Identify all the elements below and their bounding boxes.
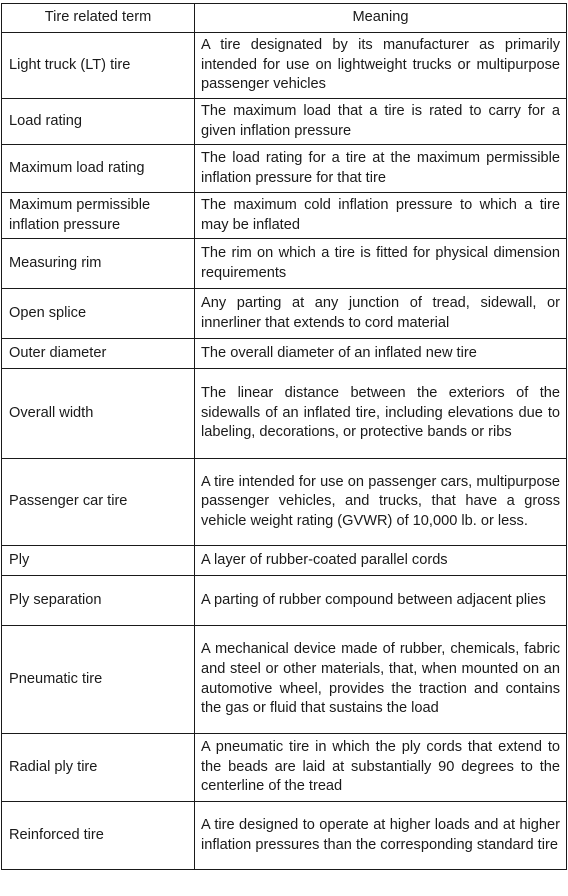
table-row xyxy=(2,339,567,369)
term-cell: Light truck (LT) tire xyxy=(2,33,195,99)
meaning-cell: The overall diameter of an inflated new tire xyxy=(195,339,567,369)
meaning-cell: The maximum load that a tire is rated to carry for a given inflation pressure xyxy=(195,99,567,145)
term-cell: Overall width xyxy=(2,369,195,459)
table-row xyxy=(2,734,567,802)
term-cell: Measuring rim xyxy=(2,239,195,289)
meaning-cell: A pneumatic tire in which the ply cords that extend to the beads are laid at substantially 90 degrees to the centerline of the tread xyxy=(195,734,567,802)
meaning-cell: The maximum cold inflation pressure to which a tire may be inflated xyxy=(195,193,567,239)
table-row xyxy=(2,33,567,99)
table-row xyxy=(2,239,567,289)
meaning-cell: A parting of rubber compound between adjacent plies xyxy=(195,576,567,626)
meaning-cell: A tire designated by its manufacturer as primarily intended for use on lightweight trucks or multipurpose passenger vehicles xyxy=(195,33,567,99)
table-row xyxy=(2,289,567,339)
meaning-cell: The rim on which a tire is fitted for physical dimension requirements xyxy=(195,239,567,289)
term-cell: Ply xyxy=(2,546,195,576)
term-cell: Maximum load rating xyxy=(2,145,195,193)
meaning-cell: A mechanical device made of rubber, chemicals, fabric and steel or other materials, that, when mounted on an automotive wheel, provides the traction and contains the gas or fluid that sustains the load xyxy=(195,626,567,734)
table-header-row xyxy=(2,4,567,33)
table-row xyxy=(2,546,567,576)
term-cell: Pneumatic tire xyxy=(2,626,195,734)
term-cell: Passenger car tire xyxy=(2,459,195,546)
table-row xyxy=(2,145,567,193)
term-cell: Reinforced tire xyxy=(2,802,195,870)
table-row xyxy=(2,99,567,145)
meaning-cell: The load rating for a tire at the maximum permissible inflation pressure for that tire xyxy=(195,145,567,193)
term-cell: Radial ply tire xyxy=(2,734,195,802)
table-row xyxy=(2,193,567,239)
term-cell: Ply separation xyxy=(2,576,195,626)
term-cell: Open splice xyxy=(2,289,195,339)
meaning-cell: Any parting at any junction of tread, sidewall, or innerliner that extends to cord material xyxy=(195,289,567,339)
column-header-meaning: Meaning xyxy=(195,4,567,33)
term-cell: Outer diameter xyxy=(2,339,195,369)
meaning-cell: A tire designed to operate at higher loads and at higher inflation pressures than the corresponding standard tire xyxy=(195,802,567,870)
table-row xyxy=(2,576,567,626)
table-row xyxy=(2,626,567,734)
table-row xyxy=(2,802,567,870)
table-row xyxy=(2,459,567,546)
meaning-cell: The linear distance between the exteriors of the sidewalls of an inflated tire, including elevations due to labeling, decorations, or protective bands or ribs xyxy=(195,369,567,459)
term-cell: Load rating xyxy=(2,99,195,145)
column-header-term: Tire related term xyxy=(2,4,195,33)
term-cell: Maximum permissible inflation pressure xyxy=(2,193,195,239)
table-row xyxy=(2,369,567,459)
meaning-cell: A tire intended for use on passenger cars, multipurpose passenger vehicles, and trucks, that have a gross vehicle weight rating (GVWR) of 10,000 lb. or less. xyxy=(195,459,567,546)
tire-terms-table xyxy=(1,3,567,870)
meaning-cell: A layer of rubber-coated parallel cords xyxy=(195,546,567,576)
